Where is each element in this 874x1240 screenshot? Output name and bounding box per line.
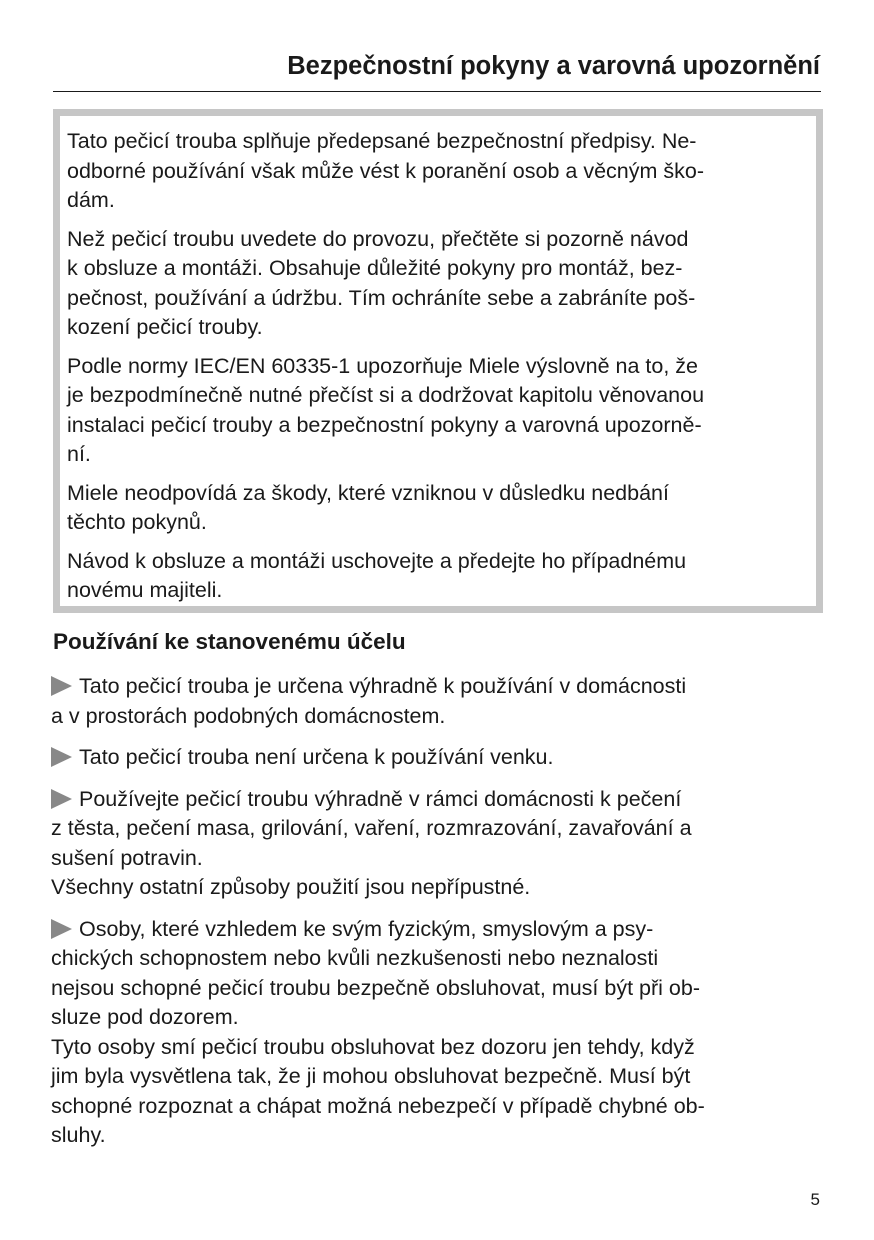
notice-paragraph: Miele neodpovídá za škody, které vzniknou v důsledku nedbání těchto pokynů.: [67, 480, 669, 534]
page-number: 5: [810, 1190, 820, 1209]
list-item-text: Tato pečicí trouba není určena k používání venku.: [79, 745, 554, 769]
triangle-right-icon: [51, 747, 72, 767]
list-item: [51, 672, 831, 731]
intended-use-list: [51, 672, 831, 1163]
page-title: Bezpečnostní pokyny a varovná upozornění: [287, 52, 820, 80]
list-item-text: Osoby, které vzhledem ke svým fyzickým, smyslovým a psy- chických schopnostem nebo kvůli nezkušenosti nebo neznalosti nejsou schopné pečicí troubu bezpečně obsluhovat, musí být při ob- sluze pod dozorem. Tyto osoby smí pečicí troubu obsluhovat bez dozoru jen tehdy, když jim byla vysvětlena tak, že ji mohou obsluhovat bezpečně. Musí být schopné rozpoznat a chápat možná nebezpečí v případě chybné ob- sluhy.: [51, 916, 705, 1147]
list-item-text: Tato pečicí trouba je určena výhradně k používání v domácnosti a v prostorách podobných domácnostem.: [51, 674, 687, 728]
list-item: [51, 915, 831, 1151]
list-item: [51, 743, 831, 773]
notice-paragraph: Návod k obsluze a montáži uschovejte a předejte ho případnému novému majiteli.: [67, 548, 687, 602]
triangle-right-icon: [51, 789, 72, 809]
triangle-right-icon: [51, 919, 72, 939]
triangle-right-icon: [51, 676, 72, 696]
notice-paragraph: Než pečicí troubu uvedete do provozu, přečtěte si pozorně návod k obsluze a montáži. Obsahuje důležité pokyny pro montáž, bez- pečnost, používání a údržbu. Tím ochráníte sebe a zabráníte poš- kození pečicí trouby.: [67, 226, 696, 339]
notice-paragraph: Podle normy IEC/EN 60335-1 upozorňuje Miele výslovně na to, že je bezpodmínečně nutné přečíst si a dodržovat kapitolu věnovanou instalaci pečicí trouby a bezpečnostní pokyny a varovná upozorně- ní.: [67, 353, 705, 466]
list-item: [51, 785, 831, 903]
header-divider: [53, 91, 821, 92]
list-item-text: Používejte pečicí troubu výhradně v rámci domácnosti k pečení z těsta, pečení masa, grilování, vaření, rozmrazování, zavařování a sušení potravin. Všechny ostatní způsoby použití jsou nepřípustné.: [51, 786, 692, 899]
notice-paragraph: Tato pečicí trouba splňuje předepsané bezpečnostní předpisy. Ne- odborné používání však může vést k poranění osob a věcným ško- dám.: [67, 129, 704, 212]
safety-notice-box: [53, 109, 823, 613]
section-heading: Používání ke stanovenému účelu: [53, 629, 406, 654]
